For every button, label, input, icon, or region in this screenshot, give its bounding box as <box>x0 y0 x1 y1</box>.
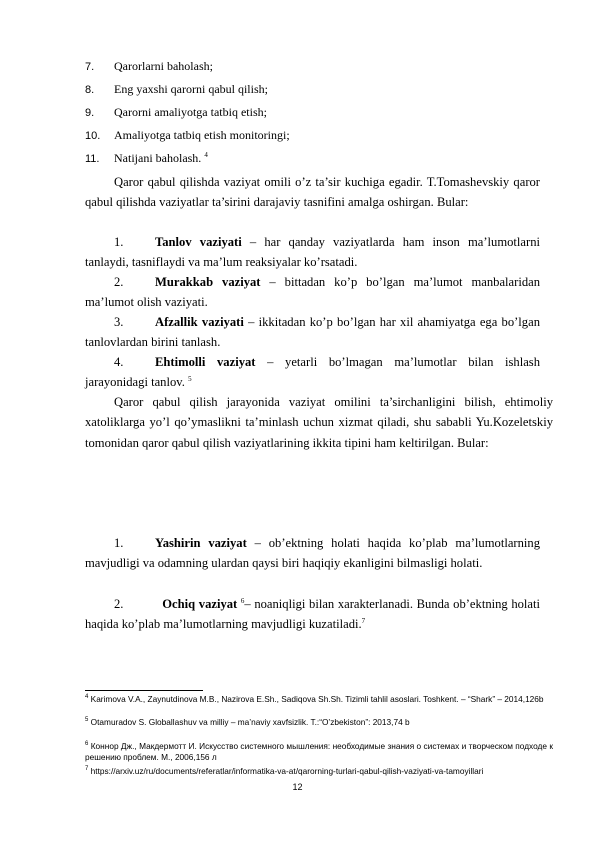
list-number: 10. <box>85 130 101 142</box>
item-number: 1. <box>114 235 124 249</box>
footnote <box>85 694 553 705</box>
paragraph-text: Qaror qabul qilishda vaziyat omili o’z ta’sir kuchiga egadir. T.Tomashevskiy qaror qabul qilishda vaziyatlar ta’sirini darajaviy tasnifini amalga oshirgan. Bular: <box>85 175 540 210</box>
body-paragraph <box>85 392 553 453</box>
footnote-number: 4 <box>85 694 89 701</box>
footnote-ref: 5 <box>188 375 192 384</box>
footnote-separator <box>85 690 203 691</box>
page-number: 12 <box>292 782 303 792</box>
list-number: 7. <box>85 61 95 73</box>
footnote-number: 7 <box>85 766 89 773</box>
item-number: 2. <box>114 597 124 611</box>
item-number: 3. <box>114 315 124 329</box>
item-term: Murakkab vaziyat <box>155 275 261 289</box>
definition-item <box>85 533 540 574</box>
item-term: Tanlov vaziyati <box>155 235 242 249</box>
list-text: Natijani baholash. <box>114 151 202 165</box>
footnote-ref: 7 <box>361 617 366 626</box>
definition-item <box>85 594 540 635</box>
footnote-text: Otamuradov S. Globallashuv va milliy – ma’naviy xavfsizlik. T.:“O’zbekiston”: 2013,74 b <box>90 717 410 727</box>
footnote-text: Коннор Дж., Макдермотт И. Искусство системного мышления: необходимые знания о системах и творческом подходе к решению проблем. М., 2006,156 л <box>85 741 553 762</box>
item-term: Ochiq vaziyat <box>162 597 238 611</box>
list-item <box>85 150 208 167</box>
footnote-text: https://arxiv.uz/ru/documents/referatlar/informatika-va-at/qarorning-turlari-qabul-qilish-vaziyati-va-tamoyillari <box>90 766 484 776</box>
item-number: 4. <box>114 355 124 369</box>
item-term: Ehtimolli vaziyat <box>155 355 256 369</box>
footnote-ref: 4 <box>204 151 208 159</box>
list-text: Eng yaxshi qarorni qabul qilish; <box>114 82 268 96</box>
body-paragraph <box>85 172 540 213</box>
list-item <box>85 58 213 75</box>
footnote-number: 5 <box>85 717 89 724</box>
item-number: 2. <box>114 275 124 289</box>
item-text: – har qanday vaziyatlarda ham inson ma’lumotlarni tanlaydi, tasniflaydi va ma’lum reaksiyalar ko’rsatadi. <box>85 235 540 270</box>
footnote-text: Karimova V.A., Zaynutdinova M.B., Nazirova E.Sh., Sadiqova Sh.Sh. Tizimli tahlil asoslari. Toshkent. – “Shark” – 2014,126b <box>90 694 544 704</box>
list-number: 9. <box>85 107 95 119</box>
item-text: – noaniqligi bilan xarakterlanadi. Bunda ob’ektning holati haqida ko’plab ma’lumotlarning mavjudligi kuzatiladi. <box>85 597 541 632</box>
list-number: 11. <box>85 153 100 165</box>
item-text: – ikkitadan ko’p bo’lgan har xil ahamiyatga ega bo’lgan tanlovlardan birini tanlash. <box>85 315 540 350</box>
list-text: Qarorni amaliyotga tatbiq etish; <box>114 105 267 119</box>
item-text: – bittadan ko’p bo’lgan ma’lumot manbalaridan ma’lumot olish vaziyati. <box>85 275 540 310</box>
list-item <box>85 104 267 121</box>
list-item <box>85 81 268 98</box>
definition-item <box>85 272 540 313</box>
item-term: Afzallik vaziyati <box>155 315 244 329</box>
definition-item <box>85 352 540 393</box>
definition-item <box>85 312 540 353</box>
definition-item <box>85 232 540 273</box>
footnote <box>85 766 553 777</box>
footnote-number: 6 <box>85 741 89 748</box>
item-text: – yetarli bo’lmagan ma’lumotlar bilan ishlash jarayonidagi tanlov. <box>85 355 541 390</box>
item-number: 1. <box>114 536 124 550</box>
footnote <box>85 741 553 762</box>
list-item <box>85 127 290 144</box>
list-text: Amaliyotga tatbiq etish monitoringi; <box>114 128 290 142</box>
paragraph-text: Qaror qabul qilish jarayonida vaziyat omilini ta’sirchanligini bilish, ehtimoliy xatoliklarga yo’l qo’ymaslikni ta’minlash uchun xizmat qiladi, shu sababli Yu.Kozeletskiy tomonidan qaror qabul qilish vaziyatlarining ikkita tipini ham keltirilgan. Bular: <box>85 395 553 450</box>
item-text: – ob’ektning holati haqida ko’plab ma’lumotlarning mavjudligi va odamning ulardan qaysi biri haqiqiy ekanligini bilmasligi holati. <box>85 536 540 571</box>
item-term: Yashirin vaziyat <box>155 536 247 550</box>
footnote-ref: 6 <box>240 596 245 605</box>
footnote <box>85 717 553 728</box>
list-text: Qarorlarni baholash; <box>114 59 213 73</box>
list-number: 8. <box>85 84 95 96</box>
